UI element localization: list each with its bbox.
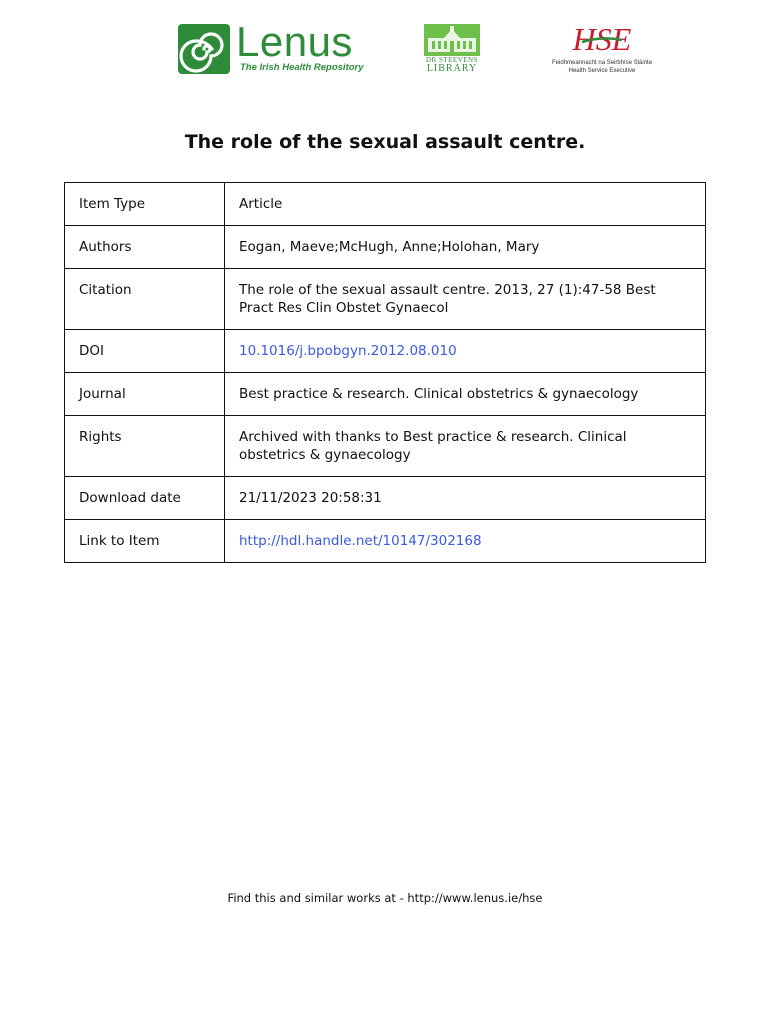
table-row (65, 477, 706, 520)
doi-cell (225, 330, 706, 373)
footer-text: Find this and similar works at - http://www.lenus.ie/hse (227, 891, 543, 905)
hse-english-name: Health Service Executive (568, 68, 636, 74)
download-date-label: Download date (65, 477, 225, 520)
rights-label: Rights (65, 416, 225, 477)
doi-link[interactable]: 10.1016/j.bpobgyn.2012.08.010 (239, 343, 457, 359)
download-date-value: 21/11/2023 20:58:31 (225, 477, 706, 520)
lenus-spiral-icon (178, 24, 230, 74)
table-row (65, 269, 706, 330)
library-logo-big-text: LIBRARY (426, 63, 478, 74)
hse-mark-icon (552, 22, 652, 58)
item-type-value: Article (225, 183, 706, 226)
lenus-logo-text: Lenus (236, 18, 353, 65)
link-to-item-cell (225, 520, 706, 563)
hse-logo[interactable] (552, 22, 652, 78)
rights-value: Archived with thanks to Best practice & research. Clinical obstetrics & gynaecology (225, 416, 706, 477)
table-row (65, 183, 706, 226)
citation-value: The role of the sexual assault centre. 2013, 27 (1):47-58 Best Pract Res Clin Obstet Gynaecol (225, 269, 706, 330)
item-type-label: Item Type (65, 183, 225, 226)
library-logo[interactable] (424, 24, 480, 76)
lenus-logo[interactable] (178, 18, 364, 76)
table-row (65, 226, 706, 269)
hse-irish-name: Feidhmeannacht na Seirbhíse Sláinte (552, 60, 653, 66)
library-logo-small-text: DR STEEVENS (426, 56, 478, 64)
journal-label: Journal (65, 373, 225, 416)
journal-value: Best practice & research. Clinical obstetrics & gynaecology (225, 373, 706, 416)
table-row (65, 373, 706, 416)
link-to-item-label: Link to Item (65, 520, 225, 563)
table-row (65, 330, 706, 373)
library-building-icon (424, 24, 480, 56)
authors-value: Eogan, Maeve;McHugh, Anne;Holohan, Mary (225, 226, 706, 269)
citation-label: Citation (65, 269, 225, 330)
metadata-table (64, 182, 706, 563)
hse-logo-text: HSE (572, 22, 632, 57)
header-logos (0, 0, 770, 110)
doi-label: DOI (65, 330, 225, 373)
document-title: The role of the sexual assault centre. (184, 131, 586, 153)
item-handle-link[interactable]: http://hdl.handle.net/10147/302168 (239, 533, 482, 549)
table-row (65, 520, 706, 563)
authors-label: Authors (65, 226, 225, 269)
table-row (65, 416, 706, 477)
lenus-tagline: The Irish Health Repository (240, 62, 364, 73)
